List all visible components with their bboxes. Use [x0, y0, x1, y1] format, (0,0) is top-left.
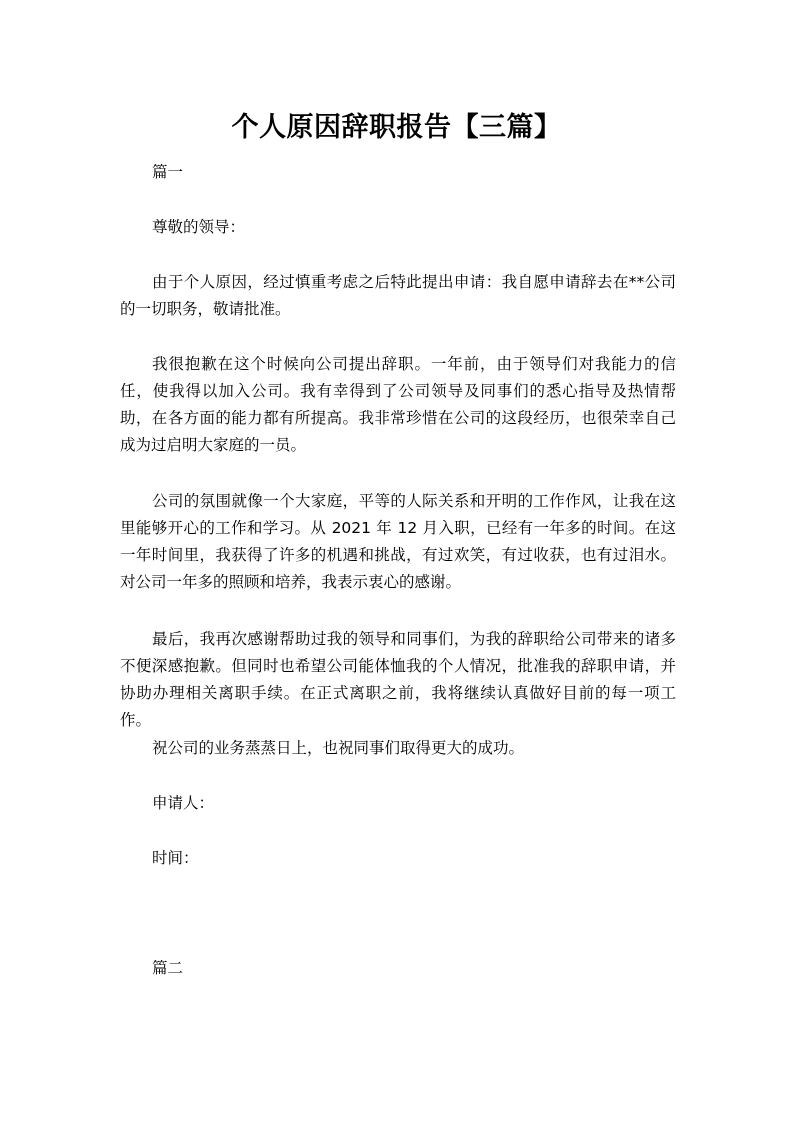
section-2-heading: 篇二: [152, 959, 184, 977]
applicant-label: 申请人：: [152, 794, 215, 812]
closing-wish: 祝公司的业务蒸蒸日上，也祝同事们取得更大的成功。: [152, 739, 525, 757]
paragraph-2: 我很抱歉在这个时候向公司提出辞职。一年前，由于领导们对我能力的信任，使我得以加入公司。我有幸得到了公司领导及同事们的悉心指导及热情帮助，在各方面的能力都有所提高。我非常珍惜在公司的这段经历，也很荣幸自己成为过启明大家庭的一员。: [120, 355, 676, 454]
paragraph-1: 由于个人原因，经过慎重考虑之后特此提出申请：我自愿申请辞去在**公司的一切职务，敬请批准。: [120, 273, 676, 318]
paragraph-3: 公司的氛围就像一个大家庭，平等的人际关系和开明的工作作风，让我在这里能够开心的工作和学习。从 2021 年 12 月入职，已经有一年多的时间。在这一年时间里，我获得了许多的机遇和挑战，有过欢笑，有过收获，也有过泪水。对公司一年多的照顾和培养，我表示衷心的感谢。: [120, 492, 676, 591]
section-1-heading: 篇一: [152, 163, 184, 181]
date-label: 时间：: [152, 849, 199, 867]
document-title: 个人原因辞职报告【三篇】: [231, 112, 562, 143]
paragraph-4: 最后，我再次感谢帮助过我的领导和同事们，为我的辞职给公司带来的诸多不便深感抱歉。但同时也希望公司能体恤我的个人情况，批准我的辞职申请，并协助办理相关离职手续。在正式离职之前，我将继续认真做好目前的每一项工作。: [120, 630, 676, 729]
salutation: 尊敬的领导：: [152, 218, 246, 236]
